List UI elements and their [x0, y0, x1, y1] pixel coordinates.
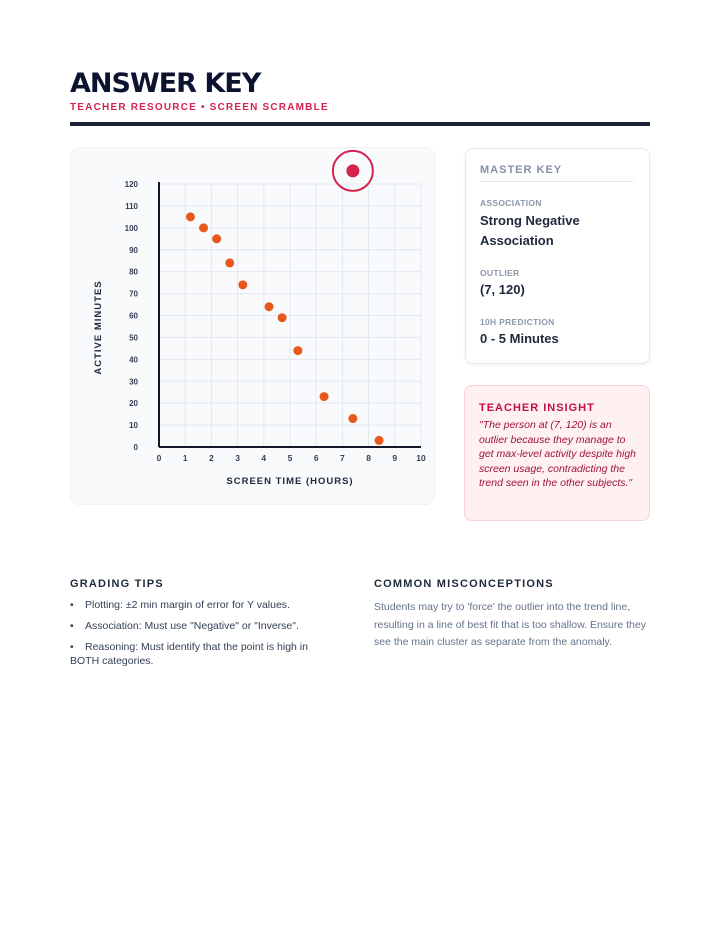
grading-tips-list — [70, 598, 340, 675]
prediction-label: 10H PREDICTION — [480, 317, 555, 327]
x-tick-label: 7 — [340, 453, 345, 463]
scatter-chart-card — [70, 147, 435, 505]
x-tick-label: 4 — [261, 453, 267, 463]
bullet-icon: • — [70, 599, 74, 611]
data-point — [265, 302, 274, 311]
data-point — [320, 392, 329, 401]
data-point — [375, 436, 384, 445]
association-value-line2: Association — [480, 233, 554, 248]
page-subtitle: TEACHER RESOURCE • SCREEN SCRAMBLE — [70, 102, 329, 113]
data-point — [348, 414, 357, 423]
bullet-icon: • — [70, 620, 74, 632]
y-tick-label: 100 — [124, 223, 138, 233]
y-tick-label: 60 — [129, 311, 138, 321]
y-tick-label: 30 — [129, 377, 138, 387]
x-tick-label: 8 — [366, 453, 371, 463]
master-key-title: MASTER KEY — [480, 164, 563, 176]
x-tick-label: 3 — [235, 453, 240, 463]
y-tick-label: 80 — [129, 267, 138, 277]
x-tick-label: 5 — [287, 453, 293, 463]
association-value-line1: Strong Negative — [480, 213, 580, 228]
x-tick-label: 10 — [416, 453, 426, 463]
x-tick-label: 2 — [209, 453, 214, 463]
y-tick-label: 70 — [129, 289, 138, 299]
outlier-data-point — [346, 164, 359, 177]
grading-tip-item: • Association: Must use "Negative" or "Inverse". — [70, 620, 299, 632]
x-tick-label: 0 — [156, 453, 162, 463]
x-tick-label: 1 — [182, 453, 188, 463]
y-tick-label: 40 — [129, 355, 138, 365]
y-tick-label: 10 — [129, 421, 138, 431]
misconceptions-text: Students may try to 'force' the outlier into the trend line, resulting in a line of best fit that is too shallow. Ensure they see the main cluster as separate from the anomaly. — [374, 601, 646, 648]
x-tick-label: 6 — [313, 453, 319, 463]
data-point — [225, 258, 234, 267]
teacher-insight-card — [464, 385, 650, 521]
association-label: ASSOCIATION — [480, 198, 542, 208]
outlier-label: OUTLIER — [480, 268, 520, 278]
bullet-icon: • — [70, 641, 74, 653]
grading-tip-item: • Reasoning: Must identify that the point is high in BOTH categories. — [70, 641, 308, 667]
x-tick-label: 9 — [392, 453, 398, 463]
y-tick-label: 90 — [129, 245, 138, 255]
y-tick-label: 0 — [133, 443, 138, 452]
data-point — [238, 280, 247, 289]
page-header — [70, 68, 650, 113]
data-point — [186, 212, 195, 221]
y-tick-label: 20 — [129, 399, 138, 409]
y-tick-label: 110 — [125, 201, 138, 211]
data-point — [199, 223, 208, 232]
scatter-chart — [71, 148, 436, 506]
y-axis-label: ACTIVE MINUTES — [93, 280, 104, 375]
teacher-insight-title: TEACHER INSIGHT — [479, 402, 595, 414]
data-point — [278, 313, 287, 322]
outlier-value: (7, 120) — [480, 282, 525, 297]
master-key-card — [465, 148, 650, 364]
misconceptions-title: COMMON MISCONCEPTIONS — [374, 578, 554, 590]
teacher-insight-text: "The person at (7, 120) is an outlier because they manage to get max-level activity despite high screen usage, contradicting the trend seen in the other subjects." — [479, 419, 636, 489]
header-divider — [70, 122, 650, 126]
data-point — [293, 346, 302, 355]
master-key-divider — [480, 181, 634, 182]
prediction-value: 0 - 5 Minutes — [480, 331, 559, 346]
page-title: ANSWER KEY — [70, 68, 261, 99]
y-tick-label: 50 — [129, 333, 138, 343]
y-tick-label: 120 — [124, 180, 138, 189]
data-point — [212, 234, 221, 243]
grading-tip-item: • Plotting: ±2 min margin of error for Y values. — [70, 599, 290, 611]
grading-tips-title: GRADING TIPS — [70, 578, 164, 590]
x-axis-label: SCREEN TIME (HOURS) — [226, 476, 354, 487]
